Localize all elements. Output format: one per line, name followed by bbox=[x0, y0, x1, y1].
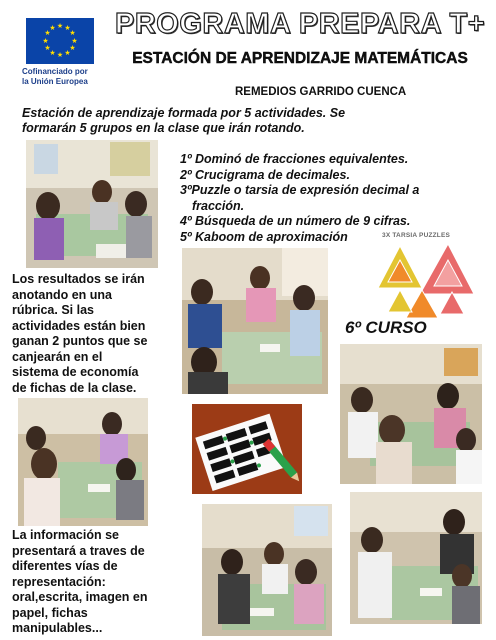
tarsia-triangles-icon bbox=[376, 232, 476, 318]
info-line: La información se bbox=[12, 528, 119, 542]
svg-text:★: ★ bbox=[71, 37, 78, 45]
info-text bbox=[12, 528, 202, 637]
svg-text:★: ★ bbox=[69, 29, 76, 37]
intro-text bbox=[22, 106, 482, 136]
tarsia-puzzle-image bbox=[376, 232, 476, 318]
activity-item: 1º Dominó de fracciones equivalentes. bbox=[180, 152, 409, 166]
eu-caption bbox=[22, 67, 132, 87]
activity-item: 5º Kaboom de aproximación bbox=[180, 229, 348, 244]
activity-item-continuation: fracción. bbox=[192, 198, 245, 213]
svg-text:★: ★ bbox=[44, 44, 51, 52]
class-photo-2 bbox=[182, 248, 328, 394]
activity-item: 3ºPuzzle o tarsia de expresión decimal a bbox=[180, 183, 420, 197]
class-photo-6 bbox=[350, 492, 482, 624]
svg-text:★: ★ bbox=[49, 49, 56, 57]
svg-text:★: ★ bbox=[64, 49, 71, 57]
svg-text:★: ★ bbox=[42, 37, 49, 45]
rubric-line: anotando en una bbox=[12, 287, 112, 302]
activity-item: 2º Crucigrama de decimales. bbox=[180, 167, 350, 182]
intro-line: formarán 5 grupos en la clase que irán rotando. bbox=[22, 121, 305, 135]
info-line: oral,escrita, imagen en bbox=[12, 590, 148, 604]
rubric-line: sistema de economía bbox=[12, 365, 139, 379]
page-subtitle: ESTACIÓN DE APRENDIZAJE MATEMÁTICAS bbox=[132, 50, 468, 67]
rubric-line: ganan 2 puntos que se bbox=[12, 334, 148, 348]
rubric-line: canjearán en el bbox=[12, 349, 103, 364]
class-photo-4 bbox=[18, 398, 148, 526]
info-line: papel, fichas bbox=[12, 605, 88, 620]
rubric-line: actividades están bien bbox=[12, 318, 146, 333]
svg-text:★: ★ bbox=[49, 24, 56, 32]
class-photo-3 bbox=[340, 344, 482, 484]
rubric-line: de fichas de la clase. bbox=[12, 380, 137, 395]
rubric-line: rúbrica. Si las bbox=[12, 303, 94, 317]
intro-line: Estación de aprendizaje formada por 5 actividades. Se bbox=[22, 106, 346, 120]
activity-item: 4º Búsqueda de un número de 9 cifras. bbox=[180, 214, 411, 228]
rubric-line: Los resultados se irán bbox=[12, 272, 145, 286]
svg-text:★: ★ bbox=[64, 24, 71, 32]
info-line: presentará a traves de bbox=[12, 543, 145, 558]
svg-text:★: ★ bbox=[69, 44, 76, 52]
svg-text:★: ★ bbox=[56, 51, 64, 59]
rubric-text bbox=[12, 272, 172, 396]
svg-text:★: ★ bbox=[44, 29, 51, 37]
eu-stars-icon bbox=[26, 18, 94, 64]
grade-label: 6º CURSO bbox=[345, 318, 427, 337]
class-photo-5 bbox=[202, 504, 332, 636]
author-name: REMEDIOS GARRIDO CUENCA bbox=[235, 86, 407, 98]
info-line: manipulables... bbox=[12, 621, 103, 635]
info-line: diferentes vías de bbox=[12, 559, 118, 573]
page-title: PROGRAMA PREPARA T+ bbox=[115, 8, 486, 40]
tarsia-label: 3X TARSIA PUZZLES bbox=[382, 232, 451, 239]
eu-caption-line1: Cofinanciado por bbox=[22, 67, 88, 76]
svg-text:★: ★ bbox=[56, 22, 64, 30]
info-line: representación: bbox=[12, 574, 106, 589]
domino-card-image bbox=[192, 404, 302, 494]
eu-flag-logo bbox=[26, 18, 94, 64]
eu-caption-line2: la Unión Europea bbox=[22, 77, 88, 86]
class-photo-1 bbox=[26, 140, 158, 268]
